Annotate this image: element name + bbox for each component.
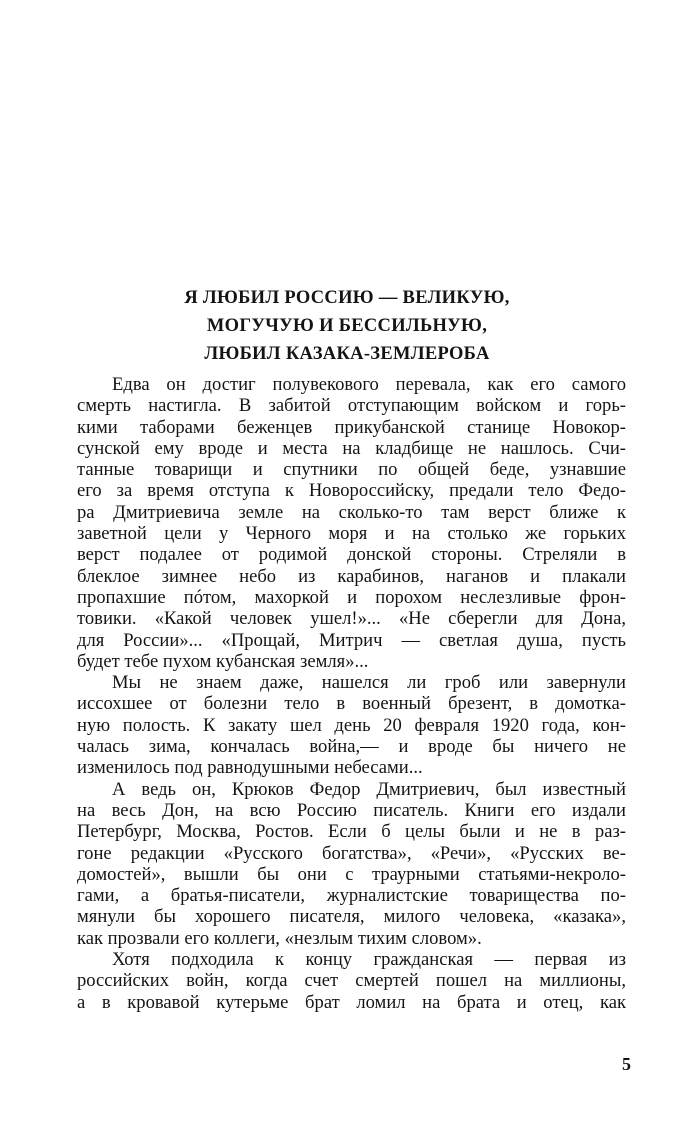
text-line: Едва он достиг полувекового перевала, как его самого (112, 374, 626, 395)
text-line: блеклое зимнее небо из карабинов, наганов и плакали (77, 565, 626, 587)
text-line: пропахшие пóтом, махоркой и порохом неслезливые фрон- (77, 586, 626, 608)
text-line: гоне редакции «Русского богатства», «Речи», «Русских ве- (77, 842, 626, 864)
chapter-title-line: ЛЮБИЛ КАЗАКА-ЗЕМЛЕРОБА (204, 344, 490, 364)
page-number: 5 (622, 1054, 631, 1074)
text-line: Мы не знаем даже, нашелся ли гроб или завернули (112, 672, 626, 694)
text-line: его за время отступа к Новороссийску, предали тело Федо- (77, 480, 626, 502)
text-line: ра Дмитриевича земле на сколько-то там верст ближе к (77, 501, 626, 523)
text-line: как прозвали его коллеги, «незлым тихим словом». (77, 927, 482, 949)
text-line: домостей», вышли бы они с траурными статьями-некроло- (77, 863, 626, 885)
text-line: Петербург, Москва, Ростов. Если б целы были и не в раз- (77, 821, 626, 843)
body-text (77, 374, 626, 1013)
text-line: изменилось под равнодушными небесами... (77, 757, 423, 779)
text-line: гами, а братья-писатели, журналистские товарищества по- (77, 885, 626, 907)
text-line: товики. «Какой человек ушел!»... «Не сберегли для Дона, (77, 608, 626, 630)
text-line: чалась зима, кончалась война,— и вроде бы ничего не (77, 736, 626, 758)
text-line: мянули бы хорошего писателя, милого человека, «казака», (77, 906, 626, 928)
chapter-title-line: МОГУЧУЮ И БЕССИЛЬНУЮ, (206, 316, 488, 336)
text-line: А ведь он, Крюков Федор Дмитриевич, был известный (112, 778, 626, 800)
chapter-title-line: Я ЛЮБИЛ РОССИЮ — ВЕЛИКУЮ, (184, 288, 510, 308)
text-line: российских войн, когда счет смертей пошел на миллионы, (77, 970, 626, 992)
chapter-title (60, 284, 634, 368)
text-line: смерть настигла. В забитой отступающим войском и горь- (77, 395, 626, 417)
text-line: на весь Дон, на всю Россию писатель. Книги его издали (77, 799, 626, 821)
text-line: сунской ему вроде и места на кладбище не нашлось. Счи- (77, 437, 626, 459)
text-line: а в кровавой кутерьме брат ломил на брата и отец, как (77, 991, 626, 1013)
text-line: верст подалее от родимой донской стороны. Стреляли в (77, 544, 626, 566)
text-line: кими таборами беженцев прикубанской станице Новокор- (77, 416, 626, 438)
text-line: будет тебе пухом кубанская земля»... (77, 650, 369, 672)
text-line: ную полость. К закату шел день 20 февраля 1920 года, кон- (77, 714, 626, 736)
text-line: Хотя подходила к концу гражданская — первая из (112, 949, 626, 971)
text-line: заветной цели у Черного моря и на столько же горьких (77, 523, 626, 545)
text-line: иссохшее от болезни тело в военный брезент, в домоткa- (77, 693, 626, 715)
text-line: для России»... «Прощай, Митрич — светлая душа, пусть (77, 629, 626, 651)
text-line: танные товарищи и спутники по общей беде, узнавшие (77, 459, 626, 481)
